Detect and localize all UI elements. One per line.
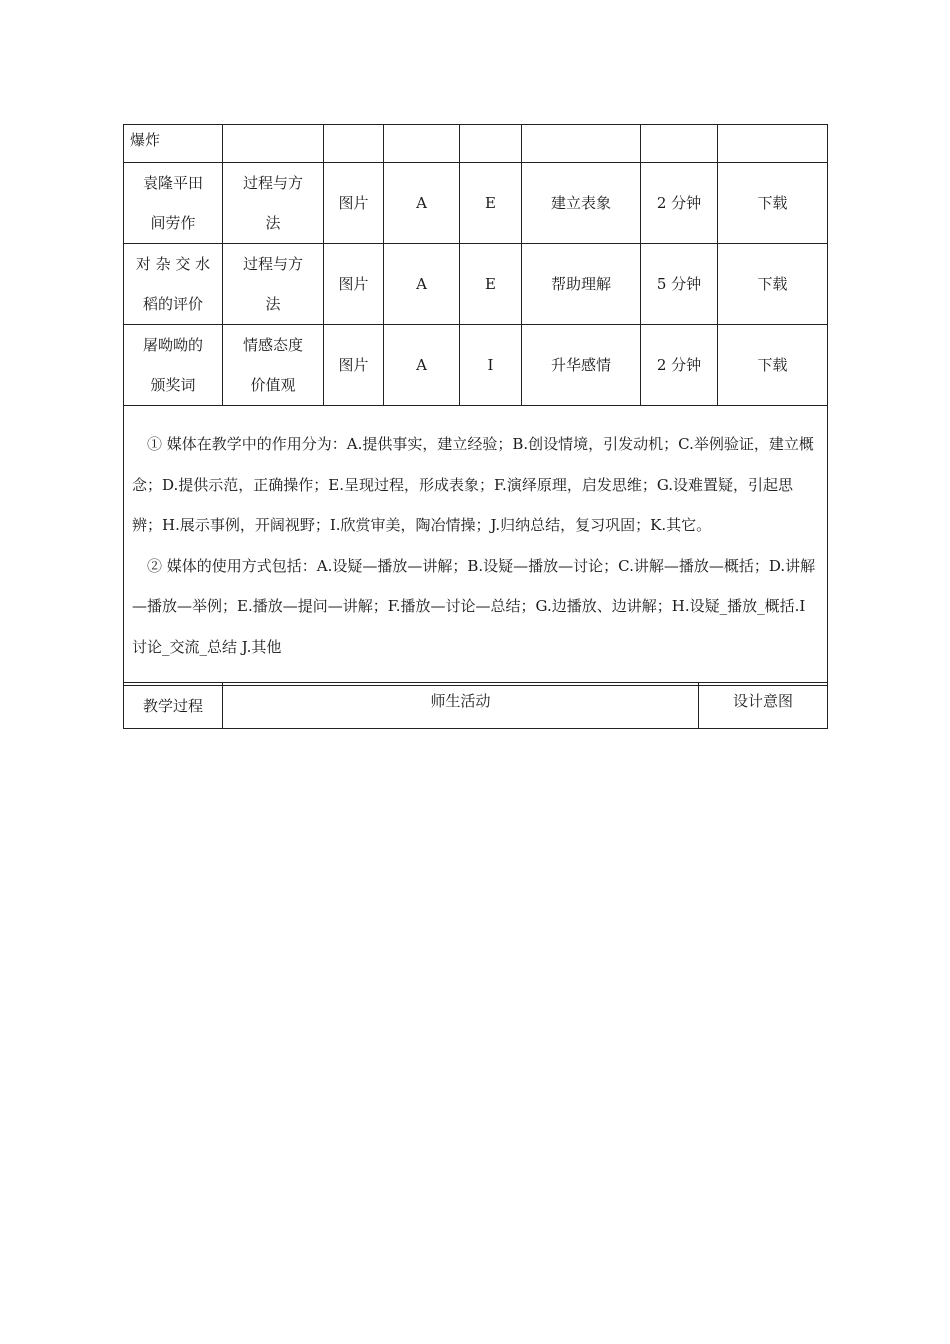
header-teaching-process: 教学过程 xyxy=(124,683,223,729)
type-cell xyxy=(324,125,384,163)
effect-cell xyxy=(460,125,522,163)
goal-cell: 过程与方 法 xyxy=(223,244,324,325)
type-cell: 图片 xyxy=(324,244,384,325)
goal-cell: 过程与方 法 xyxy=(223,163,324,244)
time-cell xyxy=(641,125,718,163)
purpose-cell: 升华感情 xyxy=(522,325,641,406)
table-row xyxy=(124,125,828,163)
media-name-cell: 爆炸 xyxy=(124,125,223,163)
note-media-roles: ① 媒体在教学中的作用分为：A.提供事实，建立经验；B.创设情境，引发动机；C.举例验证，建立概念；D.提供示范，正确操作；E.呈现过程，形成表象；F.演绎原理，启发思维；G.设难置疑，引起思辨；H.展示事例，开阔视野；I.欣赏审美，陶冶情操；J.归纳总结，复习巩固；K.其它。 xyxy=(132,435,814,534)
source-cell xyxy=(384,125,460,163)
header-design-intent: 设计意图 xyxy=(699,683,828,729)
table-row xyxy=(124,163,828,244)
effect-cell: E xyxy=(460,244,522,325)
notes-row xyxy=(124,406,828,686)
type-cell: 图片 xyxy=(324,325,384,406)
origin-cell: 下载 xyxy=(718,163,828,244)
goal-cell: 情感态度 价值观 xyxy=(223,325,324,406)
source-cell: A xyxy=(384,244,460,325)
media-table xyxy=(123,124,828,686)
origin-cell: 下载 xyxy=(718,325,828,406)
table-row xyxy=(124,244,828,325)
type-cell: 图片 xyxy=(324,163,384,244)
goal-cell xyxy=(223,125,324,163)
process-header-table xyxy=(123,682,828,729)
notes-cell xyxy=(124,406,828,686)
note-media-usage: ② 媒体的使用方式包括：A.设疑—播放—讲解；B.设疑—播放—讨论；C.讲解—播放—概括；D.讲解—播放—举例；E.播放—提问—讲解；F.播放—讨论—总结；G.边播放、边讲解；H.设疑_播放_概括.I讨论_交流_总结 J.其他 xyxy=(132,556,816,656)
media-name-cell: 对 杂 交 水 稻的评价 xyxy=(124,244,223,325)
origin-cell: 下载 xyxy=(718,244,828,325)
effect-cell: E xyxy=(460,163,522,244)
header-activities: 师生活动 xyxy=(223,683,699,729)
table-row xyxy=(124,683,828,729)
source-cell: A xyxy=(384,325,460,406)
media-name-cell: 屠呦呦的 颁奖词 xyxy=(124,325,223,406)
time-cell: 2 分钟 xyxy=(641,325,718,406)
time-cell: 2 分钟 xyxy=(641,163,718,244)
origin-cell xyxy=(718,125,828,163)
effect-cell: I xyxy=(460,325,522,406)
table-row xyxy=(124,325,828,406)
source-cell: A xyxy=(384,163,460,244)
purpose-cell: 帮助理解 xyxy=(522,244,641,325)
purpose-cell: 建立表象 xyxy=(522,163,641,244)
media-name-cell: 袁隆平田 间劳作 xyxy=(124,163,223,244)
purpose-cell xyxy=(522,125,641,163)
time-cell: 5 分钟 xyxy=(641,244,718,325)
